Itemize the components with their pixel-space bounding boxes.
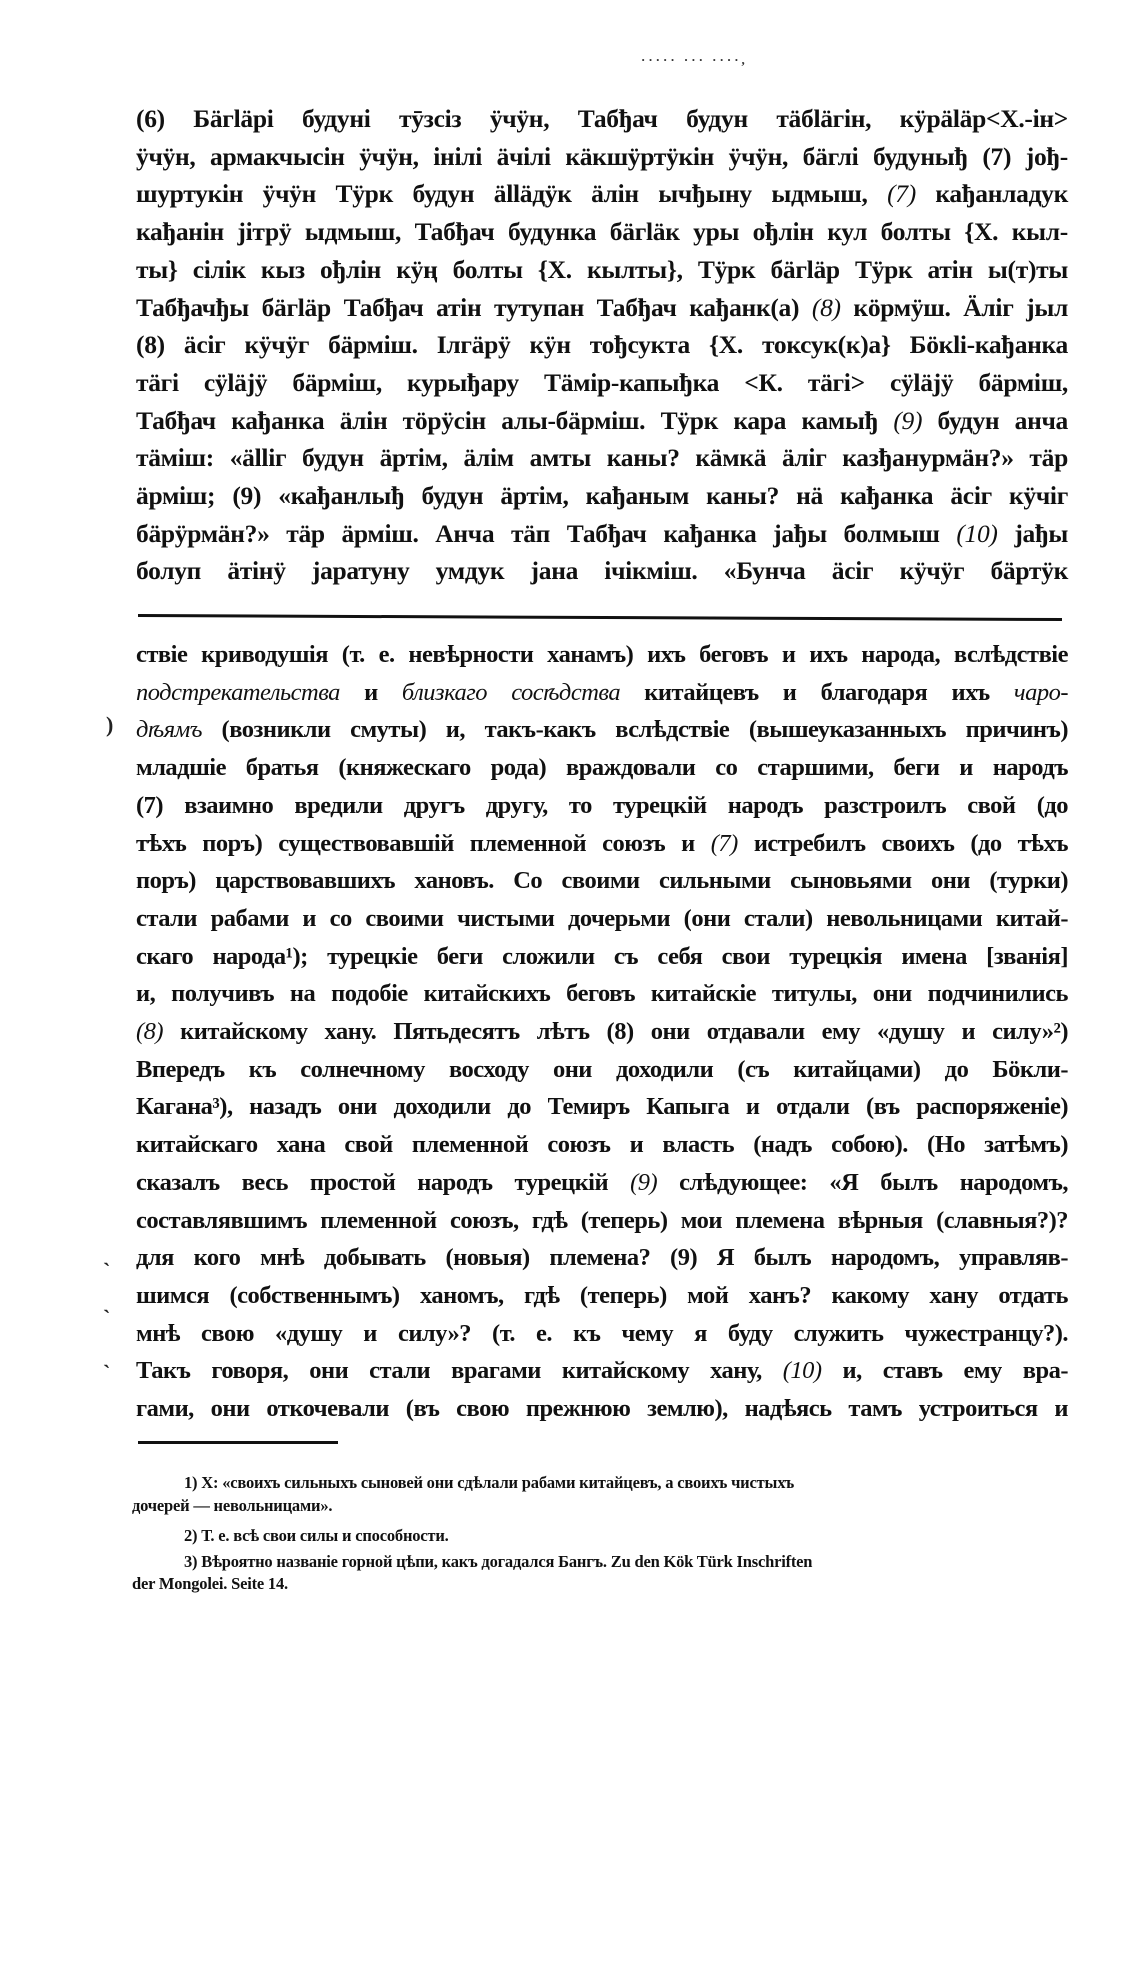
text-line [136,1126,1068,1164]
text-line [136,1315,1068,1353]
text-line [136,862,1068,900]
text-line [136,1202,1068,1240]
text-line [136,552,1068,590]
text-segment: ствiе криводушiя (т. е. невѣрности ханамъ) ихъ беговъ и ихъ народа, вслѣдствiе [136,641,1068,668]
text-segment: ты} сілік кыз ођлін кӱң болты {X. кылты}, Тӱрк бäгläр Тӱрк атін ы(т)ты [136,254,1068,284]
text-segment: составлявшимъ племенной союзъ, гдѣ (теперь) мои племена вѣрныя (славныя?)? [136,1206,1068,1234]
text-segment: для кого мнѣ добывать (новыя) племена? (9) Я былъ народомъ, управляв- [136,1244,1068,1272]
text-line [136,477,1068,515]
text-line [136,138,1068,176]
footnote-divider [138,1441,338,1444]
text-line [136,100,1068,138]
text-segment: Такъ говоря, они стали врагами китайскому хану, [136,1357,783,1385]
text-segment: кађанін јітрӱ ыдмыш, Табђач будунка бäгläк уры ођлін кул болты {X. кыл- [136,217,1068,247]
text-line [136,251,1068,289]
text-segment: јађы [997,518,1068,548]
text-segment: бäрӱрмäн?» тäр äрміш. Анча тäп Табђач кађанка јађы болмыш [136,518,957,548]
text-line [136,402,1068,440]
text-segment: Табђачђы бäгläр Табђач атін тутупан Табђач кађанк(а) [136,292,812,322]
text-segment: тäгі сӱläјӱ бäрміш, курыђару Тäмір-капыђка <К. тäгі> сӱläјӱ бäрміш, [136,367,1068,397]
text-segment: кӧрмӱш. Äліг јыл [840,292,1068,322]
text-segment: будун анча [922,405,1068,435]
text-line [136,326,1068,364]
text-segment: гами, они откочевали (въ свою прежнюю землю), надѣясь тамъ устроиться и [136,1395,1068,1422]
text-segment: и, получивъ на подобiе китайскихъ беговъ китайскiе титулы, они подчинились [136,980,1068,1008]
text-line [136,825,1068,863]
text-line [136,1013,1068,1051]
margin-tick-mark: ` [103,1258,111,1283]
text-segment: мнѣ свою «душу и силу»? (т. е. къ чему я буду служить чужестранцу?). [136,1319,1068,1347]
text-line [136,1239,1068,1277]
text-line [136,900,1068,938]
italic-text-segment: (7) [710,829,738,857]
text-segment: (6) Бäгläрi будуні тӯзсiз ӱчӱн, Табђач будун тäбläгін, кӱрäläр<X.-ін> [136,104,1068,133]
italic-text-segment: чаро- [1013,678,1068,706]
text-line [136,364,1068,402]
footnote-1: 1) X: «своихъ сильныхъ сыновей они сдѣлали рабами китайцевъ, а своихъ чистыхъ [184,1473,795,1492]
text-line [136,1390,1068,1428]
text-segment: äрміш; (9) «кађанлыђ будун äртім, кађаным каны? нä кађанка äсіг кӱчіг [136,481,1068,510]
running-header-fragment: ····· ··· ····, [641,52,748,67]
text-segment: Кагана³), назадъ они доходили до Темиръ Капыга и отдали (въ распоряженiе) [136,1093,1068,1121]
text-line [136,787,1068,825]
footnote-1-continued: дочерей — невольницами». [132,1496,333,1515]
text-segment: и [339,678,402,706]
text-line [136,975,1068,1013]
text-line [136,289,1068,327]
text-line [136,1164,1068,1202]
text-line [136,938,1068,976]
text-line [136,749,1068,787]
text-line [136,1277,1068,1315]
text-line [136,515,1068,553]
italic-text-segment: (8) [136,1018,164,1045]
italic-text-segment: (10) [782,1357,822,1385]
text-segment: китайцевъ и благодаря ихъ [620,678,1014,706]
text-segment: китайскому хану. Пятьдесятъ лѣтъ (8) они отдавали ему «душу и силу»²) [163,1018,1068,1045]
text-segment: кађанладук [915,179,1069,209]
text-segment: шимся (собственнымъ) ханомъ, гдѣ (теперь) мой ханъ? какому хану отдать [136,1281,1068,1309]
text-segment: (8) äсіг кӱчӱг бäрміш. Ілгäрӱ кӱн тођсукта {X. токсук(к)а} Бӧкli-кађанка [136,330,1068,360]
text-segment: (7) взаимно вредили другъ другу, то турецкiй народъ разстроилъ свой (до [136,791,1068,819]
text-segment: слѣдующее: «Я былъ народомъ, [657,1168,1069,1196]
footnote-3: 3) Вѣроятно названiе горной цѣпи, какъ догадался Бангъ. Zu den Kök Türk Inschriften [184,1552,813,1571]
section-divider [138,614,1062,621]
italic-text-segment: (10) [956,518,998,548]
text-line [136,439,1068,477]
text-segment: сказалъ весь простой народъ турецкiй [136,1168,631,1196]
text-segment: Табђач кађанка äлін тӧрӱсін алы-бäрміш. Тӱрк кара камыђ [136,405,894,435]
text-segment: поръ) царствовавшихъ хановъ. Со своими сильными сыновьями они (турки) [136,867,1068,895]
text-segment: (возникли смуты) и, такъ-какъ вслѣдствiе (вышеуказанныхъ причинъ) [201,716,1068,744]
italic-text-segment: (8) [811,292,841,322]
italic-text-segment: (9) [893,405,923,435]
text-line [136,1352,1068,1390]
text-segment: Впередъ къ солнечному восходу они доходили (съ китайцами) до Бöкли- [136,1055,1068,1083]
text-segment: китайскаго хана свой племенной союзъ и власть (надъ собою). (Но затѣмъ) [136,1131,1068,1159]
text-segment: стали рабами и со своими чистыми дочерьми (они стали) невольницами китай- [136,904,1068,932]
margin-tick-mark: ` [103,1305,111,1330]
text-segment: истребилъ своихъ (до тѣхъ [737,829,1068,857]
text-line [136,1088,1068,1126]
italic-text-segment: (7) [887,179,916,209]
text-line [136,674,1068,712]
italic-text-segment: (9) [630,1168,658,1196]
italic-text-segment: подстрекательства [136,678,340,706]
text-line [136,636,1068,674]
text-segment: тäміш: «älliг будун äртім, äлім амты каны? кäмкä äліг казђанурмäн?» тäр [136,443,1068,473]
text-segment: шуртукін ӱчӱн Тӱрк будун älläдӱк äлін ычђыну ыдмыш, [136,179,888,209]
text-line [136,175,1068,213]
margin-bracket-mark: ) [106,712,114,737]
text-line [136,213,1068,251]
text-segment: ӱчӱн, армакчысін ӱчӱн, інілі äчілі кäкшӱртӱкін ӱчӱн, бäглі будуныђ (7) јођ- [136,141,1068,171]
footnote-3-continued: der Mongolei. Seite 14. [132,1574,288,1593]
italic-text-segment: дѣямъ [136,716,202,744]
text-segment: болуп äтінӱ јаратуну умдук јана ічікміш. «Бунча äсіг кӱчӱг бäртӱк [136,556,1068,586]
footnote-2: 2) Т. е. всѣ свои силы и способности. [184,1526,449,1545]
italic-text-segment: близкаго сосѣдства [401,678,621,706]
text-segment: младшiе братья (княжескаго рода) враждовали со старшими, беги и народъ [136,754,1068,782]
text-segment: тѣхъ поръ) существовавшiй племенной союзъ и [136,829,711,857]
margin-tick-mark: ` [103,1360,111,1385]
text-line [136,711,1068,749]
text-segment: скаго народа¹); турецкiе беги сложили съ себя свои турецкiя имена [званiя] [136,942,1068,970]
text-segment: и, ставъ ему вра- [821,1357,1068,1385]
text-line [136,1051,1068,1089]
